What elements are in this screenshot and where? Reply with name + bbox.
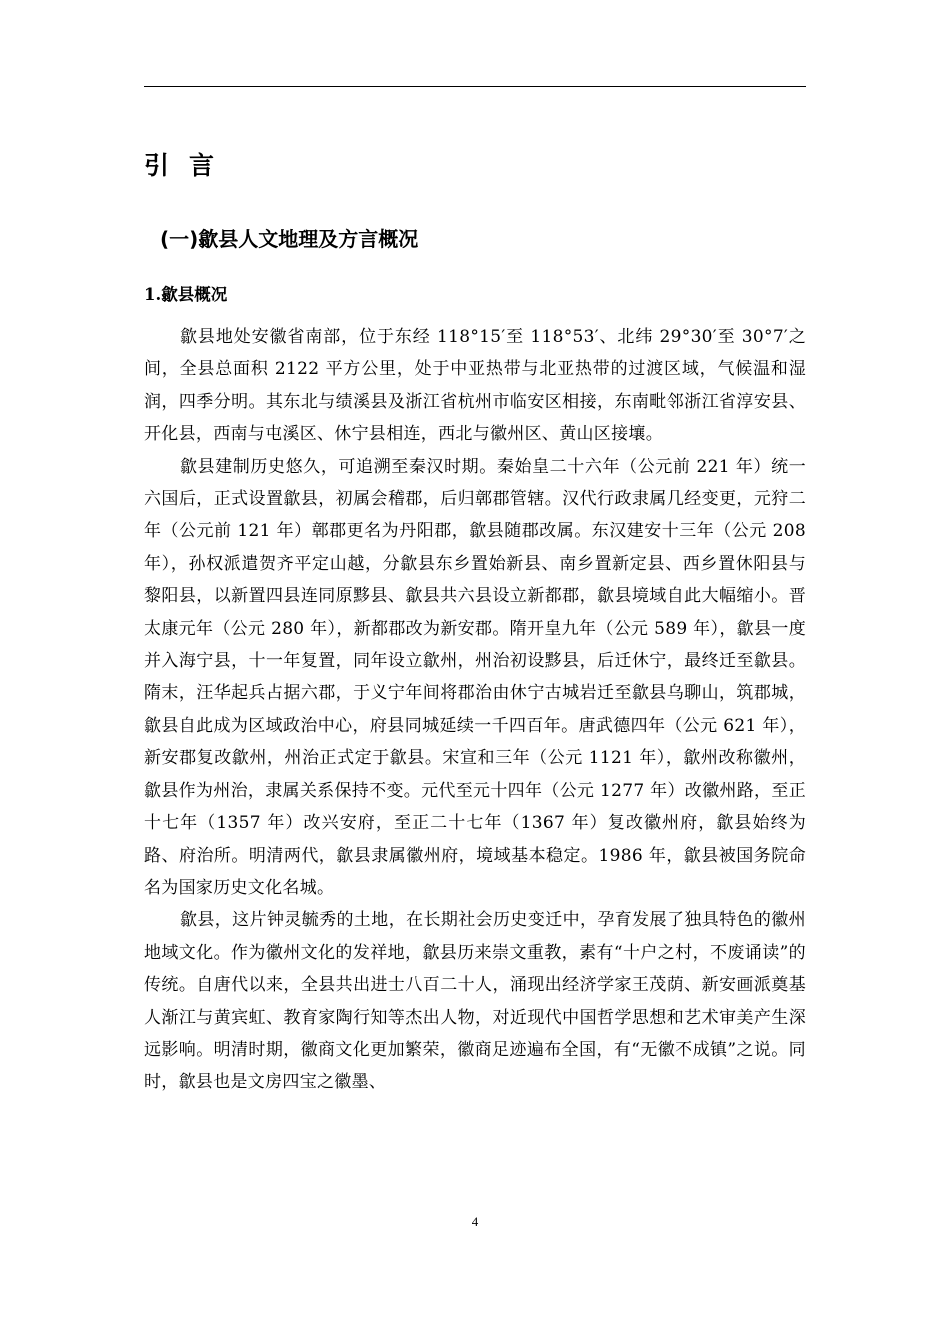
body-text bbox=[144, 321, 806, 1099]
paragraph-overview: 歙县地处安徽省南部，位于东经 118°15′至 118°53′、北纬 29°30′至 30°7′之间，全县总面积 2122 平方公里，处于中亚热带与北亚热带的过渡区域，气候温和湿润，四季分明。其东北与绩溪县及浙江省杭州市临安区相接，东南毗邻浙江省淳安县、开化县，西南与屯溪区、休宁县相连，西北与徽州区、黄山区接壤。 bbox=[144, 327, 806, 445]
section-title: (一)歙县人文地理及方言概况 bbox=[160, 227, 419, 251]
subsection-title: 1.歙县概况 bbox=[144, 285, 228, 304]
page-number: 4 bbox=[471, 1214, 479, 1229]
paragraph-history: 歙县建制历史悠久，可追溯至秦汉时期。秦始皇二十六年（公元前 221 年）统一六国后，正式设置歙县，初属会稽郡，后归鄣郡管辖。汉代行政隶属几经变更，元狩二年（公元前 121 年）鄣郡更名为丹阳郡，歙县随郡改属。东汉建安十三年（公元 208 年），孙权派遣贺齐平定山越，分歙县东乡置始新县、南乡置新定县、西乡置休阳县与黎阳县，以新置四县连同原黟县、歙县共六县设立新都郡，歙县境域自此大幅缩小。晋太康元年（公元 280 年），新都郡改为新安郡。隋开皇九年（公元 589 年），歙县一度并入海宁县，十一年复置，同年设立歙州，州治初设黟县，后迁休宁，最终迁至歙县。隋末，汪华起兵占据六郡，于义宁年间将郡治由休宁古城岩迁至歙县乌聊山，筑郡城，歙县自此成为区域政治中心，府县同城延续一千四百年。唐武德四年（公元 621 年），新安郡复改歙州，州治正式定于歙县。宋宣和三年（公元 1121 年），歙州改称徽州，歙县作为州治，隶属关系保持不变。元代至元十四年（公元 1277 年）改徽州路，至正十七年（1357 年）改兴安府，至正二十七年（1367 年）复改徽州府，歙县始终为路、府治所。明清两代，歙县隶属徽州府，境域基本稳定。1986 年，歙县被国务院命名为国家历史文化名城。 bbox=[144, 456, 806, 898]
header-rule bbox=[144, 86, 806, 87]
paragraph-culture: 歙县，这片钟灵毓秀的土地，在长期社会历史变迁中，孕育发展了独具特色的徽州地域文化。作为徽州文化的发祥地，歙县历来崇文重教，素有“十户之村，不废诵读”的传统。自唐代以来，全县共出进士八百二十人，涌现出经济学家王茂荫、新安画派奠基人渐江与黄宾虹、教育家陶行知等杰出人物，对近现代中国哲学思想和艺术审美产生深远影响。明清时期，徽商文化更加繁荣，徽商足迹遍布全国，有“无徽不成镇”之说。同时，歙县也是文房四宝之徽墨、 bbox=[144, 910, 806, 1093]
chapter-title: 引言 bbox=[144, 151, 235, 180]
